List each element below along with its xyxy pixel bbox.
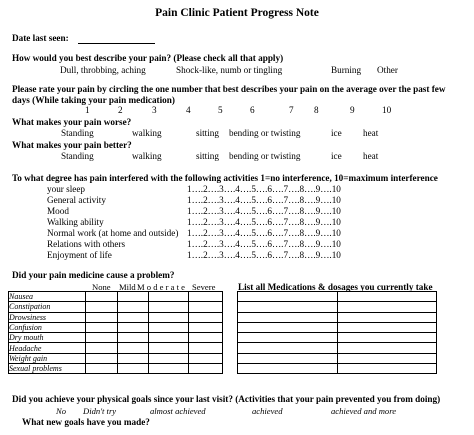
activity-label: Walking ability [47, 217, 104, 227]
severity-header: Mild [119, 282, 136, 292]
table-row [9, 302, 223, 312]
worse-option[interactable]: ice [331, 128, 342, 138]
describe-option[interactable]: Burning [331, 65, 362, 75]
better-option[interactable]: walking [132, 151, 162, 161]
goal-option[interactable]: achieved and more [331, 406, 397, 416]
better-question: What makes your pain better? [12, 140, 132, 150]
medicine-question: Did your pain medicine cause a problem? [12, 270, 175, 280]
severity-header: M o d e r a t e [137, 282, 185, 292]
medications-title: List all Medications & dosages you currently take [238, 282, 433, 292]
problem-label: Confusion [9, 322, 86, 332]
table-row [9, 312, 223, 322]
rate-question-line2: days (While taking your pain medication) [12, 95, 175, 105]
goal-option[interactable]: achieved [252, 406, 283, 416]
rating-number[interactable]: 4 [186, 105, 191, 115]
problem-label: Drowsiness [9, 312, 86, 322]
rating-number[interactable]: 10 [382, 105, 392, 115]
worse-option[interactable]: walking [132, 128, 162, 138]
interfere-question: To what degree has pain interfered with the following activities 1=no interference, 10=maximum interference [12, 173, 438, 183]
rating-number[interactable]: 8 [314, 105, 319, 115]
table-row [9, 343, 223, 353]
rating-number[interactable]: 5 [218, 105, 223, 115]
goal-option[interactable]: No [56, 406, 67, 416]
activity-label: Relations with others [47, 239, 126, 249]
activity-scale[interactable]: 1….2….3….4….5….6….7….8….9….10 [187, 239, 341, 249]
rating-number[interactable]: 7 [289, 105, 294, 115]
page-title: Pain Clinic Patient Progress Note [155, 7, 319, 19]
goal-option[interactable]: almost achieved [150, 406, 206, 416]
table-row [238, 353, 437, 363]
side-effects-table [8, 291, 223, 374]
table-row [238, 302, 437, 312]
activity-label: Enjoyment of life [47, 250, 112, 260]
better-option[interactable]: bending or twisting [229, 151, 301, 161]
table-row [9, 292, 223, 302]
worse-option[interactable]: sitting [196, 128, 219, 138]
activity-scale[interactable]: 1….2….3….4….5….6….7….8….9….10 [187, 206, 341, 216]
activity-scale[interactable]: 1….2….3….4….5….6….7….8….9….10 [187, 217, 341, 227]
better-option[interactable]: heat [363, 151, 379, 161]
activity-scale[interactable]: 1….2….3….4….5….6….7….8….9….10 [187, 195, 341, 205]
better-option[interactable]: sitting [196, 151, 219, 161]
date-label: Date last seen: [12, 33, 69, 43]
problem-label: Weight gain [9, 353, 86, 363]
table-row [238, 312, 437, 322]
new-goals-label: What new goals have you made? [22, 417, 150, 427]
activity-label: Normal work (at home and outside) [47, 228, 179, 238]
table-row [238, 333, 437, 343]
goal-option[interactable]: Didn't try [83, 406, 117, 416]
activity-scale[interactable]: 1….2….3….4….5….6….7….8….9….10 [187, 228, 341, 238]
activity-label: your sleep [47, 184, 86, 194]
problem-label: Dry mouth [9, 333, 86, 343]
rating-number[interactable]: 1 [85, 105, 90, 115]
worse-option[interactable]: heat [363, 128, 379, 138]
problem-label: Nausea [9, 292, 86, 302]
table-row [238, 322, 437, 332]
better-option[interactable]: Standing [61, 151, 94, 161]
rating-number[interactable]: 2 [118, 105, 123, 115]
rating-number[interactable]: 6 [250, 105, 255, 115]
rate-question-line1: Please rate your pain by circling the one number that best describes your pain on the average over the past few [12, 84, 446, 94]
problem-label: Constipation [9, 302, 86, 312]
describe-option[interactable]: Shock-like, numb or tingling [176, 65, 283, 75]
problem-label: Headache [9, 343, 86, 353]
rating-number[interactable]: 3 [152, 105, 157, 115]
problem-label: Sexual problems [9, 364, 86, 374]
activity-scale[interactable]: 1….2….3….4….5….6….7….8….9….10 [187, 184, 341, 194]
worse-question: What makes your pain worse? [12, 117, 132, 127]
worse-option[interactable]: Standing [61, 128, 94, 138]
activity-label: General activity [47, 195, 106, 205]
describe-question: How would you best describe your pain? (Please check all that apply) [12, 53, 284, 63]
goals-question: Did you achieve your physical goals since your last visit? (Activities that your pain prevented you from doing) [12, 394, 441, 404]
activity-label: Mood [47, 206, 69, 216]
activity-scale[interactable]: 1….2….3….4….5….6….7….8….9….10 [187, 250, 341, 260]
describe-option[interactable]: Dull, throbbing, aching [60, 65, 146, 75]
table-row [9, 353, 223, 363]
table-row [238, 343, 437, 353]
table-row [9, 333, 223, 343]
worse-option[interactable]: bending or twisting [229, 128, 301, 138]
table-row [9, 322, 223, 332]
table-row [238, 364, 437, 374]
table-row [238, 292, 437, 302]
medications-table [237, 291, 437, 374]
describe-option[interactable]: Other [377, 65, 398, 75]
severity-header: Severe [192, 282, 216, 292]
date-field-line[interactable] [78, 43, 155, 44]
severity-header: None [92, 282, 111, 292]
better-option[interactable]: ice [331, 151, 342, 161]
rating-number[interactable]: 9 [350, 105, 355, 115]
table-row [9, 364, 223, 374]
